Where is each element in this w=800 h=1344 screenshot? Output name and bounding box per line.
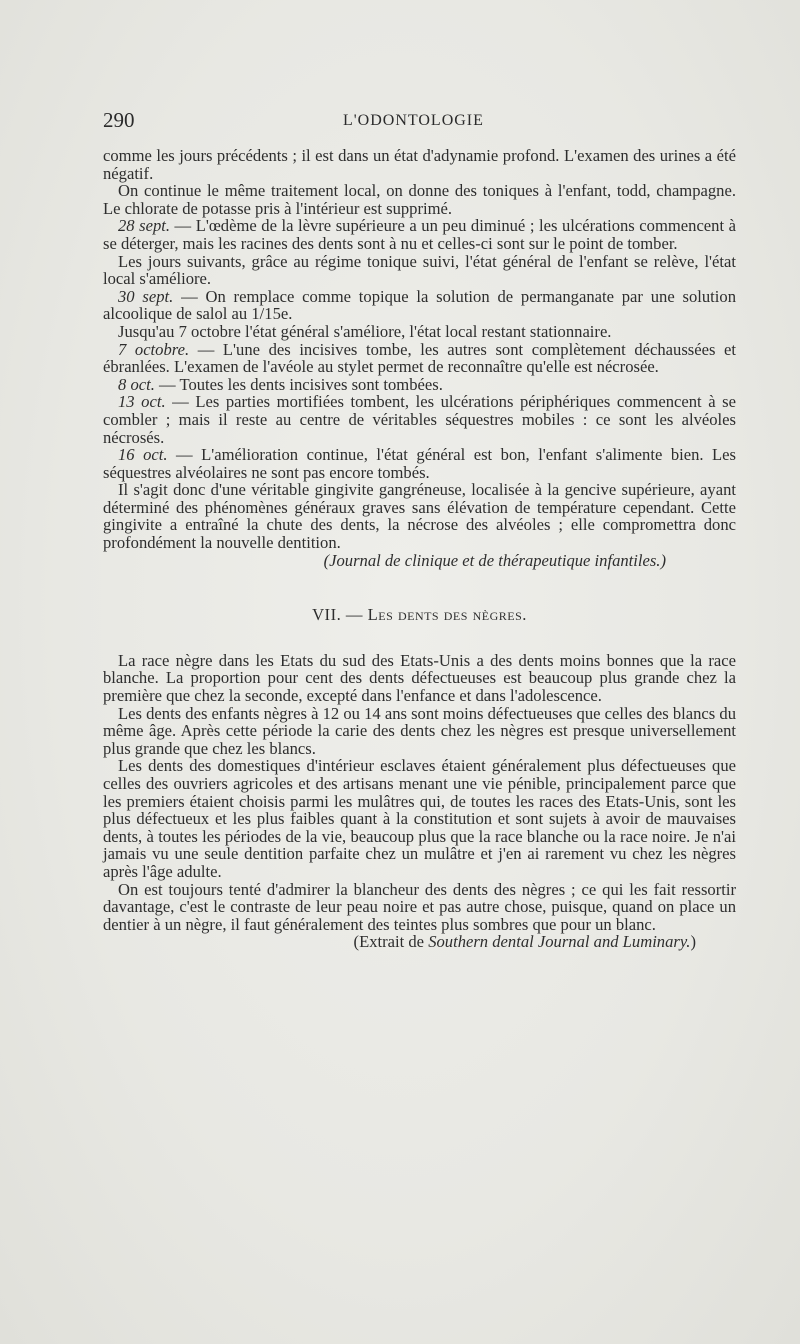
paragraph [103, 217, 736, 252]
running-head: L'ODONTOLOGIE [343, 112, 484, 129]
date-label: 28 sept. [118, 216, 171, 236]
paragraph: Les dents des enfants nègres à 12 ou 14 ans sont moins défectueuses que celles des blancs du même âge. Après cette période la carie des dents chez les nègres est presque universellement plus grande que chez les blancs. [103, 703, 736, 758]
paragraph [103, 288, 736, 323]
paragraph: comme les jours précédents ; il est dans un état d'adynamie profond. L'examen des urines a été négatif. [103, 146, 736, 183]
paragraph-text: — L'amélioration continue, l'état général est bon, l'enfant s'alimente bien. Les séquestres alvéolaires ne sont pas encore tombés. [103, 445, 736, 482]
date-label: 30 sept. [118, 286, 174, 306]
paragraph-text: — L'une des incisives tombe, les autres sont complètement déchaussées et ébranlées. L'examen de l'avéole au stylet permet de reconnaître qu'elle est nécrosée. [103, 339, 736, 377]
date-label: 8 oct. [118, 374, 155, 394]
paragraph-text: — L'œdème de la lèvre supérieure a un peu diminué ; les ulcérations commencent à se déterger, mais les racines des dents sont à nu et celles-ci sont sur le point de tomber. [103, 216, 736, 253]
paragraph: Jusqu'au 7 octobre l'état général s'améliore, l'état local restant stationnaire. [118, 321, 612, 341]
paragraph: Les dents des domestiques d'intérieur esclaves étaient généralement plus défectueuses que celles des ouvriers agricoles et des artisans menant une vie pénible, principalement parce que les premiers étaient choisis parmi les mulâtres qui, de toutes les races des Etats-Unis, sont les plus défectueux et les plus faibles quant à la constitution et sont sujets à avoir de mauvaises dents, à toutes les périodes de la vie, beaucoup plus que la race blanche ou la race noire. Je n'ai jamais vu une seule dentition parfaite chez un mulâtre et j'en ai rarement vu chez les nègres après l'âge adulte. [103, 756, 736, 881]
paragraph: Il s'agit donc d'une véritable gingivite gangréneuse, localisée à la gencive supérieure, ayant déterminé des phénomènes généraux graves sans élévation de température cependant. Cette gingivite a entraîné la chute des dents, la nécrose des alvéoles ; elle compromettra donc profondément la nouvelle dentition. [103, 480, 736, 553]
section-number: VII. — [312, 605, 368, 625]
citation-prefix: (Extrait de [353, 932, 429, 952]
paragraph [103, 341, 736, 376]
paragraph: On continue le même traitement local, on donne des toniques à l'enfant, todd, champagne. Le chlorate de potasse pris à l'intérieur est supprimé. [103, 181, 736, 218]
citation [103, 933, 736, 951]
citation-source: Southern dental Journal and Luminary. [428, 932, 691, 952]
section-heading: Les dents des nègres. [367, 605, 527, 625]
date-label: 13 oct. [118, 392, 166, 412]
citation-text: (Journal de clinique et de thérapeutique infantiles.) [323, 550, 666, 570]
date-label: 7 octobre. [118, 339, 190, 359]
paragraph: On est toujours tenté d'admirer la blancheur des dents des nègres ; ce qui les fait ressortir davantage, c'est le contraste de leur peau noire et pas autre chose, puisque, quand on place un dentier à un nègre, il faut généralement des teintes plus sombres que pour un blanc. [103, 879, 736, 934]
date-label: 16 oct. [118, 445, 168, 465]
paragraph [103, 393, 736, 446]
citation [103, 552, 736, 570]
page-number: 290 [103, 108, 135, 132]
paragraph: La race nègre dans les Etats du sud des Etats-Unis a des dents moins bonnes que la race blanche. La proportion pour cent des dents défectueuses est beaucoup plus grande chez la première que chez la seconde, excepté dans l'enfance et dans l'adolescence. [103, 650, 736, 706]
body-text [103, 147, 736, 951]
paragraph [103, 446, 736, 481]
page-header [103, 108, 736, 136]
paragraph-text: — Les parties mortifiées tombent, les ulcérations périphériques commencent à se combler ; mais il reste au centre de véritables séquestres mobiles : ce sont les alvéoles nécrosés. [103, 392, 736, 447]
paragraph: Les jours suivants, grâce au régime tonique suivi, l'état général de l'enfant se relève, l'état local s'améliore. [103, 251, 736, 289]
citation-suffix: ) [690, 932, 696, 952]
section-title [103, 606, 736, 624]
paragraph-text: — Toutes les dents incisives sont tombées. [154, 374, 443, 394]
paragraph-text: — On remplace comme topique la solution de permanganate par une solution alcoolique de salol au 1/15e. [103, 286, 736, 324]
paragraph [103, 376, 736, 394]
